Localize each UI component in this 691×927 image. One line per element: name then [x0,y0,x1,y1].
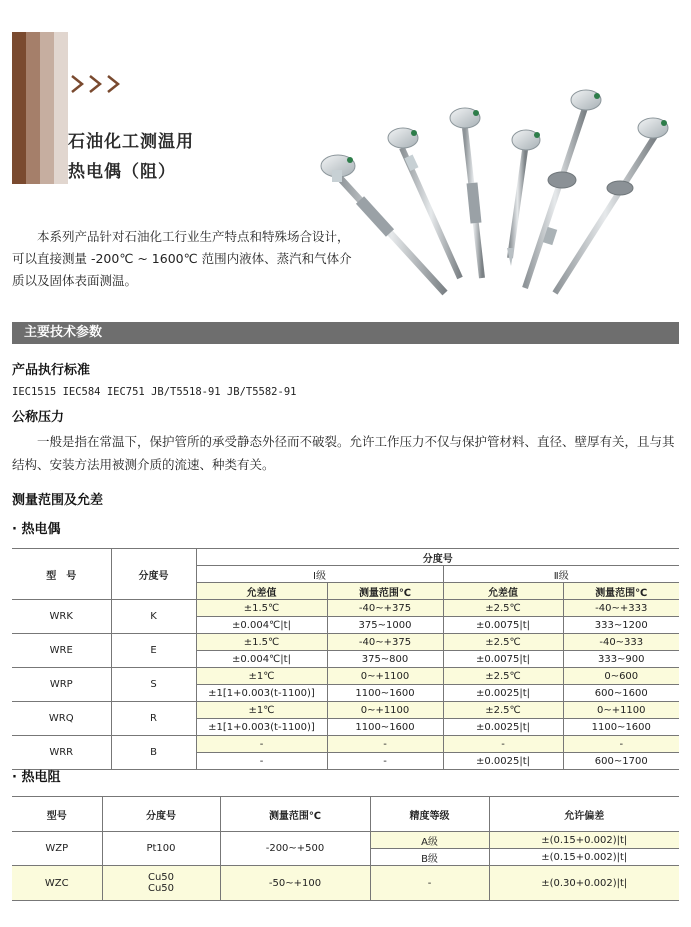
rtd-cell-grad-line: Cu50 [147,872,175,883]
cell: 333~1200 [563,617,679,634]
probe-3 [450,108,482,278]
header-tol-1: 允差值 [196,583,327,600]
cell: ±1[1+0.003(t-1100)] [196,719,327,736]
cell: ±0.0075|t| [443,617,563,634]
cell: 0~+1100 [327,668,443,685]
pressure-text: 一般是指在常温下，保护管所的承受静态外径而不破裂。允许工作压力不仅与保护管材料、直径、壁厚有关，且与其结构、安装方法用被测介质的流速、种类有关。 [12,434,675,472]
rtd-cell-class: - [370,866,489,901]
rtd-cell-class-a: A级 [370,832,489,849]
thermocouple-bullet: · 热电偶 [12,522,61,537]
cell: ±1.5℃ [196,634,327,651]
cell: 600~1600 [563,685,679,702]
probe-4 [507,130,540,266]
stripe-2 [26,32,40,184]
cell: ±1[1+0.003(t-1100)] [196,685,327,702]
stripe-3 [40,32,54,184]
cell: 375~800 [327,651,443,668]
rtd-cell-dev-b: ±(0.15+0.002)|t| [489,849,679,866]
header-grad: 分度号 [111,549,196,600]
measure-heading: 测量范围及允差 [12,493,104,508]
rtd-header-range: 测量范围℃ [220,797,370,832]
rtd-cell-grad-line: Cu50 [147,883,175,894]
cell: ±2.5℃ [443,634,563,651]
pressure-heading: 公称压力 [12,410,65,425]
cell: - [327,753,443,770]
cell: 1100~1600 [563,719,679,736]
cell: 375~1000 [327,617,443,634]
cell: - [196,736,327,753]
rtd-cell-model: WZC [12,866,102,901]
cell: - [563,736,679,753]
cell: ±2.5℃ [443,668,563,685]
title-line-2: 热电偶（阻） [68,162,176,182]
rtd-header-grad: 分度号 [102,797,220,832]
cell: ±0.004℃|t| [196,617,327,634]
header-stripes [12,32,68,184]
header-range-1: 测量范围℃ [327,583,443,600]
rtd-bullet: · 热电阻 [12,770,61,785]
title-line-1: 石油化工测温用 [68,132,194,152]
thermocouple-table [12,548,679,770]
page-title [68,127,194,187]
cell: ±0.004℃|t| [196,651,327,668]
section-banner: 主要技术参数 [12,322,679,344]
cell-grad: R [111,702,196,736]
rtd-cell-dev: ±(0.30+0.002)|t| [489,866,679,901]
cell: ±2.5℃ [443,600,563,617]
header-tol-2: 允差值 [443,583,563,600]
header-class-1: Ⅰ级 [196,566,443,583]
cell: 0~600 [563,668,679,685]
cell-model: WRQ [12,702,111,736]
header-class-2: Ⅱ级 [443,566,679,583]
cell: ±0.0025|t| [443,719,563,736]
cell-model: WRP [12,668,111,702]
probe-2 [388,128,460,278]
cell: 1100~1600 [327,719,443,736]
cell: ±1℃ [196,702,327,719]
thermocouple-product-photo [310,88,682,303]
header-grad-group: 分度号 [196,549,679,566]
rtd-cell-dev-a: ±(0.15+0.002)|t| [489,832,679,849]
cell: 0~+1100 [563,702,679,719]
probe-1 [321,155,445,293]
cell: -40~+375 [327,634,443,651]
cell: ±1℃ [196,668,327,685]
rtd-cell-model: WZP [12,832,102,866]
cell: 1100~1600 [327,685,443,702]
standard-text: IEC1515 IEC584 IEC751 JB/T5518-91 JB/T5582-91 [12,386,297,398]
rtd-cell-range: -50~+100 [220,866,370,901]
rtd-cell-range: -200~+500 [220,832,370,866]
rtd-header-model: 型号 [12,797,102,832]
cell: - [196,753,327,770]
cell: - [327,736,443,753]
rtd-cell-class-b: B级 [370,849,489,866]
cell: 600~1700 [563,753,679,770]
header-range-2: 测量范围℃ [563,583,679,600]
cell-grad: B [111,736,196,770]
header-model: 型 号 [12,549,111,600]
cell: ±0.0075|t| [443,651,563,668]
cell-grad: E [111,634,196,668]
cell: ±0.0025|t| [443,685,563,702]
cell-grad: S [111,668,196,702]
intro-text: 本系列产品针对石油化工行业生产特点和特殊场合设计，可以直接测量 -200℃ ~ 1600℃ 范围内液体、蒸汽和气体介质以及固体表面测温。 [12,229,352,288]
chevron-arrows-icon [70,72,126,96]
stripe-4 [54,32,68,184]
probe-5 [525,90,601,288]
cell-model: WRK [12,600,111,634]
rtd-header-class: 精度等级 [370,797,489,832]
rtd-header-dev: 允许偏差 [489,797,679,832]
stripe-1 [12,32,26,184]
cell: -40~333 [563,634,679,651]
rtd-table [12,796,679,901]
cell: 333~900 [563,651,679,668]
cell: -40~+375 [327,600,443,617]
cell: 0~+1100 [327,702,443,719]
cell: ±1.5℃ [196,600,327,617]
cell: ±0.0025|t| [443,753,563,770]
cell-grad: K [111,600,196,634]
cell: - [443,736,563,753]
rtd-cell-grad [102,866,220,901]
cell-model: WRE [12,634,111,668]
cell: ±2.5℃ [443,702,563,719]
cell-model: WRR [12,736,111,770]
standard-heading: 产品执行标准 [12,363,91,378]
rtd-cell-grad: Pt100 [102,832,220,866]
cell: -40~+333 [563,600,679,617]
